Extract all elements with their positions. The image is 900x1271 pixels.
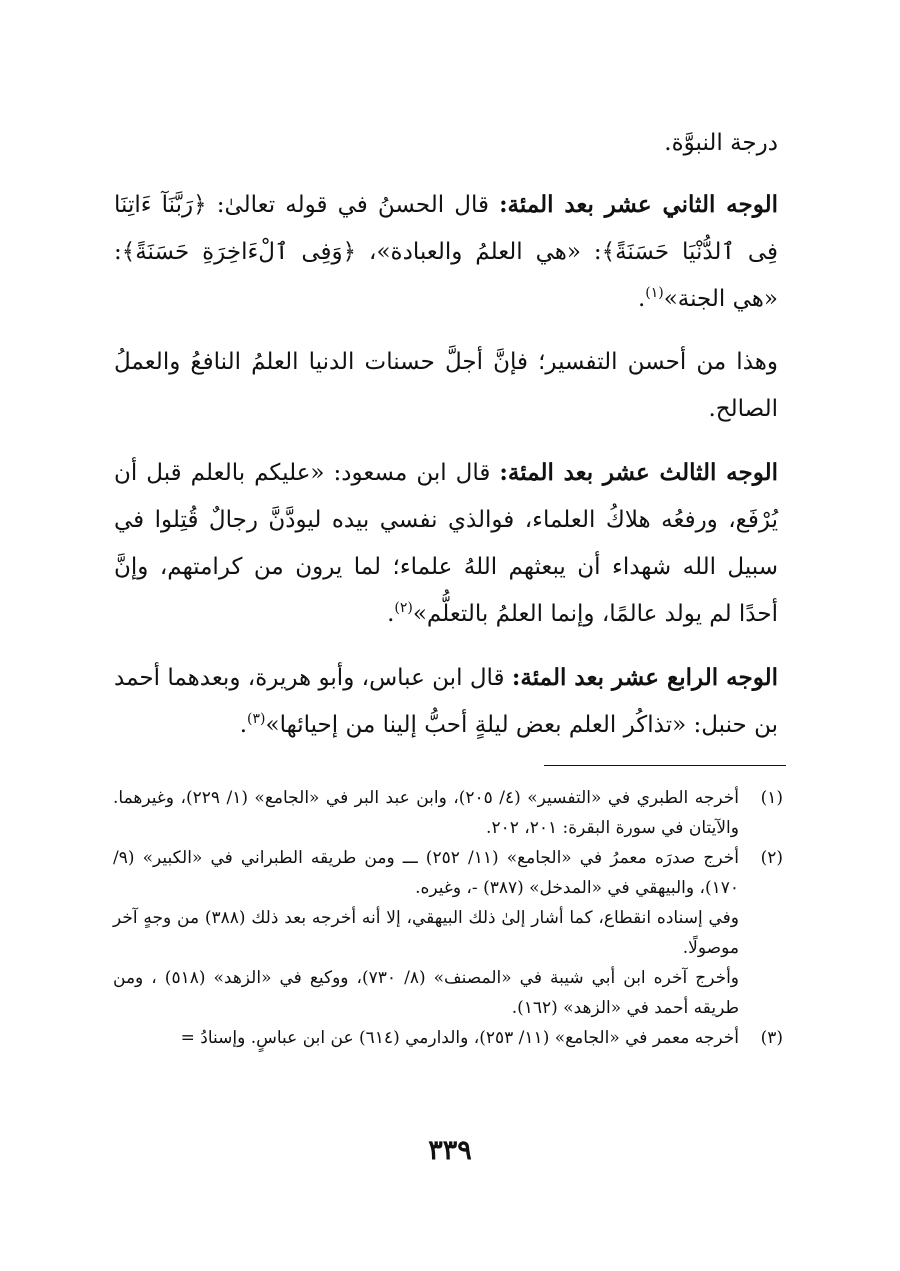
paragraph-continuation — [114, 120, 778, 167]
footnote-line: أخرجه الطبري في «التفسير» (٤/ ٢٠٥)، وابن عبد البر في «الجامع» (١/ ٢٢٩)، وغيرهما. والآيتان في سورة البقرة: ٢٠١، ٢٠٢. — [113, 788, 739, 838]
footnote-line: وأخرج آخره ابن أبي شيبة في «المصنف» (٨/ ٧٣٠)، ووكيع في «الزهد» (٥١٨) ، ومن طريقه أحمد في «الزهد» (١٦٢). — [113, 968, 740, 1018]
footnote-text — [113, 783, 739, 843]
footnote-ref-1: (١) — [645, 285, 664, 301]
period: . — [387, 601, 395, 627]
paragraph-text: : «هي العلمُ والعبادة»، — [356, 239, 602, 265]
footnote-text — [113, 1023, 739, 1053]
continuation-text: درجة النبوَّة. — [664, 130, 778, 156]
paragraph-112 — [114, 181, 778, 323]
footnote-ref-3: (٣) — [247, 711, 266, 727]
period: . — [239, 712, 248, 738]
paragraph-text: : «هي الجنة» — [114, 239, 778, 312]
section-heading-113: الوجه الثالث عشر بعد المئة: — [499, 459, 778, 486]
footnote-number: (١) — [760, 788, 783, 808]
main-text — [114, 120, 778, 765]
paragraph-114 — [114, 654, 778, 749]
footnote-number: (٢) — [760, 848, 783, 868]
footnote-1 — [113, 783, 783, 843]
quran-verse-1: ﴿رَبَّنَآ ءَاتِنَا فِى ٱلدُّنْيَا حَسَنَةً﴾ — [114, 192, 778, 265]
footnote-number: (٣) — [760, 1028, 783, 1048]
footnote-line: أخرجه معمر في «الجامع» (١١/ ٢٥٣)، والدارمي (٦١٤) عن ابن عباسٍ. وإسنادُ = — [180, 1028, 739, 1048]
period: . — [637, 286, 646, 312]
footnote-divider — [544, 765, 786, 766]
paragraph-113 — [114, 449, 778, 638]
paragraph-text: وهذا من أحسن التفسير؛ فإنَّ أجلَّ حسنات الدنيا العلمُ النافعُ والعملُ الصالح. — [114, 349, 778, 422]
paragraph-text: قال ابن مسعود: «عليكم بالعلم قبل أن يُرْفَع، ورفعُه هلاكُ العلماء، فوالذي نفسي بيده ليودَّنَّ رجالٌ قُتِلوا في سبيل الله شهداء أن يبعثهم اللهُ علماء؛ لما يرون من كرامتهم، وإنَّ أحدًا لم يولد عالمًا، وإنما العلمُ بالتعلُّم» — [114, 460, 778, 627]
section-heading-114: الوجه الرابع عشر بعد المئة: — [511, 664, 779, 691]
section-heading-112: الوجه الثاني عشر بعد المئة: — [499, 191, 778, 218]
paragraph-text: قال الحسنُ في قوله تعالىٰ: — [206, 192, 500, 218]
footnote-line: أخرج صدرَه معمرُ في «الجامع» (١١/ ٢٥٢) ـــ ومن طريقه الطبراني في «الكبير» (٩/ ١٧٠)، والبيهقي في «المدخل» (٣٨٧) -، وغيره. — [113, 848, 739, 898]
paragraph-commentary — [114, 339, 778, 433]
footnote-3 — [113, 1023, 783, 1053]
footnotes — [113, 783, 783, 1053]
quran-verse-2: ﴿وَفِى ٱلْءَاخِرَةِ حَسَنَةً﴾ — [121, 239, 357, 265]
footnote-ref-2: (٢) — [394, 600, 413, 616]
footnote-line: وفي إسناده انقطاع، كما أشار إلىٰ ذلك البيهقي، إلا أنه أخرجه بعد ذلك (٣٨٨) من وجهٍ آخر موصولًا. — [113, 908, 739, 958]
footnote-text — [113, 843, 739, 1023]
paragraph-text: قال ابن عباس، وأبو هريرة، وبعدهما أحمد بن حنبل: «تذاكُر العلم بعض ليلةٍ أحبُّ إلينا من إحيائها» — [114, 665, 778, 738]
footnote-2 — [113, 843, 783, 1023]
page-number: ٣٣٩ — [428, 1135, 472, 1166]
